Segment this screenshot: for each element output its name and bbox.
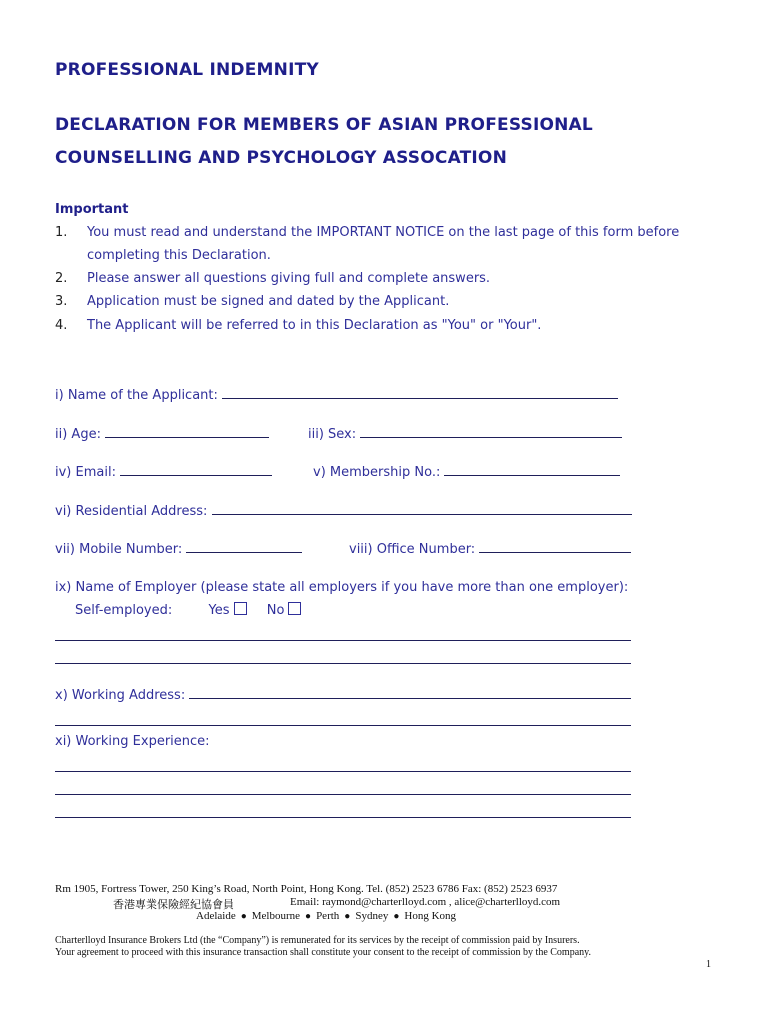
bullet-separator: ● — [305, 911, 312, 922]
city-adelaide: Adelaide — [196, 910, 236, 922]
important-heading: Important — [55, 202, 129, 217]
important-item-4-text: The Applicant will be referred to in this Declaration as "You" or "Your". — [87, 318, 542, 333]
age-row — [55, 426, 269, 442]
working-experience-line-1[interactable] — [55, 771, 631, 772]
important-item-1-text-cont: completing this Declaration. — [87, 248, 271, 263]
important-item-3-number: 3. — [55, 294, 68, 309]
email-field[interactable] — [120, 464, 272, 476]
important-item-4-number: 4. — [55, 318, 68, 333]
applicant-name-row — [55, 387, 618, 403]
important-item-3-text: Application must be signed and dated by the Applicant. — [87, 294, 450, 309]
age-label: ii) Age: — [55, 427, 101, 442]
membership-label: v) Membership No.: — [313, 465, 441, 480]
declaration-title-line1: DECLARATION FOR MEMBERS OF ASIAN PROFESSIONAL — [55, 115, 593, 135]
important-item-1-text: You must read and understand the IMPORTANT NOTICE on the last page of this form before — [87, 225, 680, 240]
city-melbourne: Melbourne — [251, 910, 301, 922]
mobile-label: vii) Mobile Number: — [55, 542, 183, 557]
no-label: No — [266, 603, 285, 618]
bullet-separator: ● — [393, 911, 400, 922]
sex-label: iii) Sex: — [308, 427, 357, 442]
bullet-separator: ● — [240, 911, 247, 922]
employer-line-2[interactable] — [55, 663, 631, 664]
sex-field[interactable] — [360, 426, 622, 438]
office-label: viii) Office Number: — [349, 542, 476, 557]
residential-address-field[interactable] — [212, 503, 632, 515]
membership-row — [313, 464, 620, 480]
self-employed-label: Self-employed: — [75, 603, 173, 618]
document-title: PROFESSIONAL INDEMNITY — [55, 60, 319, 80]
important-item-1-number: 1. — [55, 225, 68, 240]
city-sydney: Sydney — [355, 910, 389, 922]
important-item-2-number: 2. — [55, 271, 68, 286]
yes-label: Yes — [208, 603, 230, 618]
office-row — [349, 541, 631, 557]
yes-checkbox[interactable] — [234, 602, 247, 615]
important-item-2-text: Please answer all questions giving full and complete answers. — [87, 271, 491, 286]
no-checkbox[interactable] — [288, 602, 301, 615]
working-address-field[interactable] — [189, 687, 631, 699]
office-field[interactable] — [479, 541, 631, 553]
working-experience-line-2[interactable] — [55, 794, 631, 795]
self-employed-row — [75, 602, 301, 618]
employer-label: ix) Name of Employer (please state all employers if you have more than one employer): — [55, 580, 629, 595]
email-label: iv) Email: — [55, 465, 116, 480]
working-address-line-2[interactable] — [55, 725, 631, 726]
city-perth: Perth — [316, 910, 340, 922]
city-hong-kong: Hong Kong — [404, 910, 457, 922]
residential-address-row — [55, 503, 632, 519]
email-row — [55, 464, 272, 480]
declaration-title-line2: COUNSELLING AND PSYCHOLOGY ASSOCATION — [55, 148, 508, 168]
footer-cities — [196, 910, 456, 922]
working-address-label: x) Working Address: — [55, 688, 186, 703]
membership-field[interactable] — [444, 464, 620, 476]
page-number: 1 — [706, 959, 711, 970]
sex-row — [308, 426, 622, 442]
footer-disclaimer-1: Charterlloyd Insurance Brokers Ltd (the “Company”) is remunerated for its services by the receipt of commission paid by Insurers. — [55, 935, 580, 946]
residential-address-label: vi) Residential Address: — [55, 504, 208, 519]
working-experience-label: xi) Working Experience: — [55, 734, 210, 749]
footer-address: Rm 1905, Fortress Tower, 250 King’s Road, North Point, Hong Kong. Tel. (852) 2523 6786 Fax: (852) 2523 6937 — [55, 883, 558, 895]
working-experience-line-3[interactable] — [55, 817, 631, 818]
working-address-row — [55, 687, 631, 703]
footer-email: Email: raymond@charterlloyd.com , alice@charterlloyd.com — [290, 896, 561, 908]
age-field[interactable] — [105, 426, 269, 438]
mobile-field[interactable] — [186, 541, 302, 553]
footer-disclaimer-2: Your agreement to proceed with this insurance transaction shall constitute your consent to the receipt of commission by the Company. — [55, 947, 591, 958]
footer-chinese-name: 香港專業保險經紀協會員 — [113, 899, 234, 911]
applicant-name-label: i) Name of the Applicant: — [55, 388, 218, 403]
mobile-row — [55, 541, 302, 557]
applicant-name-field[interactable] — [222, 387, 618, 399]
bullet-separator: ● — [344, 911, 351, 922]
employer-line-1[interactable] — [55, 640, 631, 641]
